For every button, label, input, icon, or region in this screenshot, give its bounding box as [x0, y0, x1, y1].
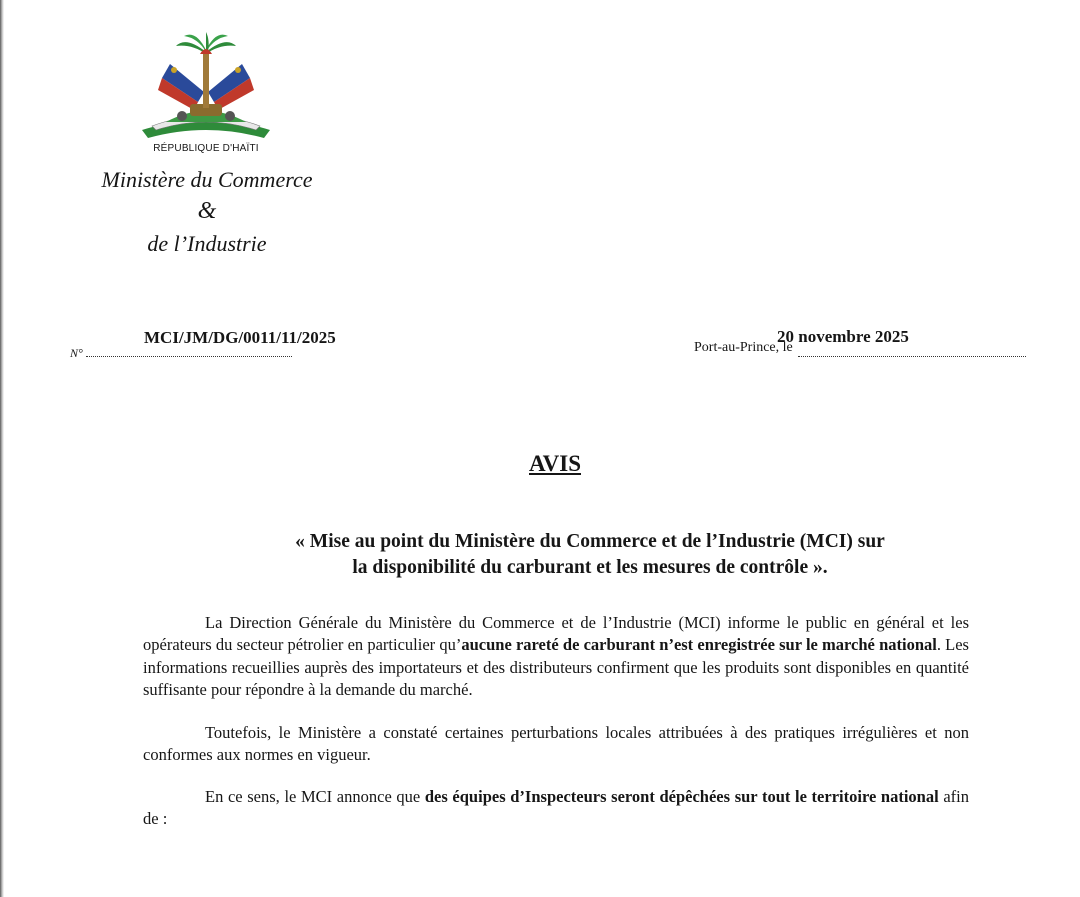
number-label: N°	[70, 346, 83, 360]
notice-body	[143, 612, 969, 850]
reference-number: MCI/JM/DG/0011/11/2025	[144, 328, 336, 347]
ministry-line-1: Ministère du Commerce	[101, 167, 313, 192]
subject-line-2: la disponibilité du carburant et les mesures de contrôle ».	[352, 557, 828, 579]
number-dotted-line	[86, 356, 292, 357]
paragraph-3: En ce sens, le MCI annonce que des équipes d’Inspecteurs seront dépêchées sur tout le territoire national afin de :	[143, 786, 969, 829]
ministry-name	[72, 168, 342, 255]
page-title: AVIS	[529, 451, 581, 476]
ministry-ampersand: &	[197, 198, 217, 225]
paragraph-2: Toutefois, le Ministère a constaté certaines perturbations locales attribuées à des pratiques irrégulières et non conformes aux normes en vigueur.	[143, 722, 969, 765]
subject-heading	[150, 529, 1030, 581]
document-date: 20 novembre 2025	[777, 327, 909, 346]
republic-label: RÉPUBLIQUE D'HAÏTI	[153, 143, 259, 154]
paragraph-1: La Direction Générale du Ministère du Commerce et de l’Industrie (MCI) informe le public en général et les opérateurs du secteur pétrolier en particulier qu’aucune rareté de carburant n’est enregistrée sur le marché national. Les informations recueillies auprès des importateurs et des distributeurs confirment que les produits sont disponibles en quantité suffisante pour répondre à la demande du marché.	[143, 613, 969, 700]
subject-line-1: « Mise au point du Ministère du Commerce et de l’Industrie (MCI) sur	[295, 531, 885, 552]
place-label: Port-au-Prince, le	[694, 340, 793, 355]
date-dotted-line	[798, 356, 1026, 357]
page-left-edge-shadow	[0, 0, 4, 897]
reference-row	[70, 326, 1030, 366]
ministry-line-3: de l’Industrie	[147, 231, 267, 257]
coat-of-arms-of-haiti-icon	[138, 30, 274, 142]
